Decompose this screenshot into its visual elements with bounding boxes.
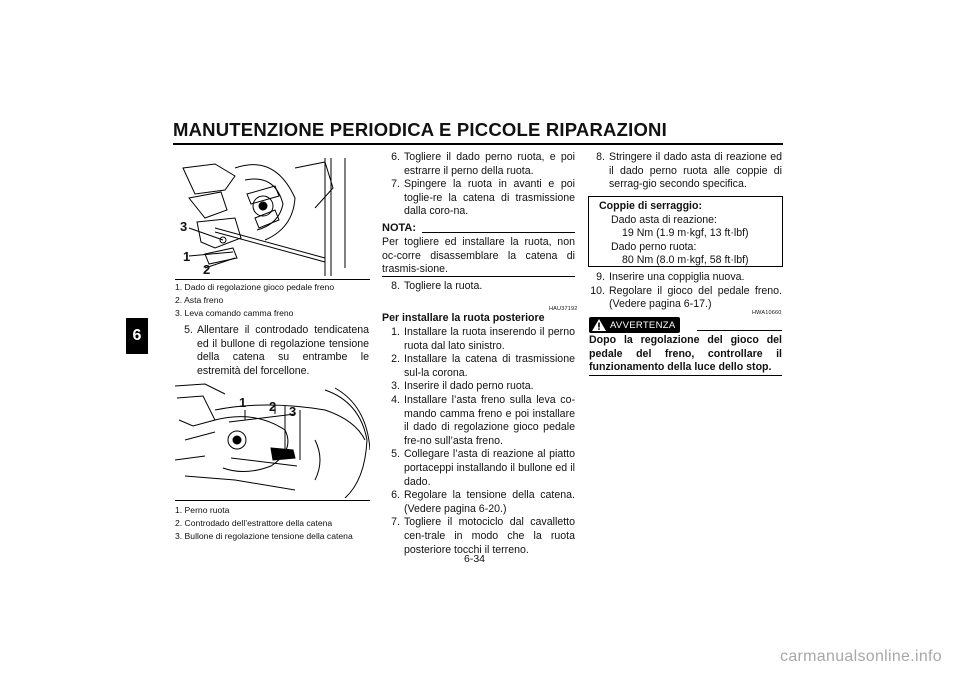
step-item xyxy=(175,324,369,378)
figure2-callout-1: 1 xyxy=(239,395,247,410)
torque-label: Dado asta di reazione: xyxy=(611,213,718,226)
step-item xyxy=(382,353,575,380)
step-item xyxy=(587,271,782,285)
section-code: HAU37192 xyxy=(549,306,578,312)
step-text: Installare la catena di trasmissione sul-la corona. xyxy=(404,353,575,379)
step-text: Allentare il controdado tendicatena ed il bullone di regolazione tensione della catena su entrambe le estremità del forcellone. xyxy=(197,324,369,377)
step-item xyxy=(382,151,575,178)
page-number: 6-34 xyxy=(464,553,486,565)
col3-step8 xyxy=(587,151,782,192)
step-item xyxy=(587,151,782,192)
figure2-caption xyxy=(175,504,375,543)
step-number: 1. xyxy=(391,326,400,338)
step-number: 7. xyxy=(391,516,400,529)
step-number: 5. xyxy=(184,324,193,336)
figure-brake-illustration xyxy=(175,158,370,276)
figure2-callout-3: 3 xyxy=(289,404,297,419)
warning-triangle-icon xyxy=(592,319,606,331)
page-title: MANUTENZIONE PERIODICA E PICCOLE RIPARAZIONI xyxy=(173,119,667,140)
col2-steps-top xyxy=(382,151,575,219)
step-number: 10. xyxy=(590,284,605,297)
step-item xyxy=(382,326,575,353)
step-text: Spingere la ruota in avanti e poi toglie-re la catena di trasmissione dalla coro-na. xyxy=(404,178,575,218)
warning-code: HWA10660 xyxy=(752,310,782,316)
torque-value: 19 Nm (1.9 m·kgf, 13 ft·lbf) xyxy=(622,227,749,240)
step-text: Collegare l’asta di reazione al piatto portaceppi installando il bullone ed il dado. xyxy=(404,448,575,488)
step-number: 3. xyxy=(391,380,400,393)
step-item xyxy=(382,380,575,394)
warning-label: AVVERTENZA xyxy=(610,319,676,331)
step-item xyxy=(382,489,575,516)
brake-rod-drawing xyxy=(175,158,370,276)
step-text: Installare l’asta freno sulla leva co-mando camma freno e poi installare il dado di regolazione gioco pedale fre-no sull’asta freno. xyxy=(404,393,575,447)
step-number: 4. xyxy=(391,393,400,406)
chapter-tab: 6 xyxy=(126,318,148,354)
figure2-callout-2: 2 xyxy=(269,399,277,414)
figure1-caption-item: 2. Asta freno xyxy=(175,295,224,305)
step-text: Stringere il dado asta di reazione ed il dado perno ruota alle coppie di serrag-gio secondo specifica. xyxy=(609,151,782,191)
step-number: 6. xyxy=(391,151,400,163)
figure1-callout-1: 1 xyxy=(183,249,191,264)
step-number: 6. xyxy=(391,489,400,502)
nota-text: Per togliere ed installare la ruota, non oc-corre disassemblare la catena di trasmis-sione. xyxy=(382,236,575,276)
step-number: 8. xyxy=(596,151,605,163)
nota-label: NOTA: xyxy=(382,222,417,234)
figure1-caption xyxy=(175,281,375,320)
step-text: Regolare la tensione della catena. (Vedere pagina 6-20.) xyxy=(404,489,575,515)
step-number: 2. xyxy=(391,353,400,366)
torque-box-title: Coppie di serraggio: xyxy=(599,200,703,212)
step-item xyxy=(382,448,575,489)
step-text: Togliere la ruota. xyxy=(404,280,483,292)
col1-step-list xyxy=(175,324,369,378)
torque-label: Dado perno ruota: xyxy=(611,240,697,253)
step-number: 5. xyxy=(391,448,400,461)
col3-steps-after xyxy=(587,271,782,312)
torque-value: 80 Nm (8.0 m·kgf, 58 ft·lbf) xyxy=(622,254,749,267)
step-text: Installare la ruota inserendo il perno ruota dal lato sinistro. xyxy=(404,326,575,352)
torque-spec-box xyxy=(588,196,783,267)
step-text: Togliere il motociclo dal cavalletto cen-trale in modo che la ruota posteriore tocchi il terreno. xyxy=(404,516,575,556)
figure2-caption-item: 2. Controdado dell’estrattore della catena xyxy=(175,518,333,528)
step-number: 8. xyxy=(391,280,400,292)
warning-rule-bottom xyxy=(589,375,782,376)
figure2-caption-item: 3. Bullone di regolazione tensione della catena xyxy=(175,531,353,541)
step-text: Regolare il gioco del pedale freno. (Vedere pagina 6-17.) xyxy=(609,284,782,311)
step-text: Inserire il dado perno ruota. xyxy=(404,380,534,393)
figure2-caption-item: 1. Perno ruota xyxy=(175,505,230,515)
step-text: Inserire una coppiglia nuova. xyxy=(609,271,745,283)
step-number: 9. xyxy=(596,271,605,283)
col2-step8 xyxy=(382,280,575,294)
warning-badge xyxy=(589,317,680,333)
nota-rule-bottom xyxy=(382,276,575,277)
step-number: 7. xyxy=(391,178,400,191)
section-heading: Per installare la ruota posteriore xyxy=(382,312,545,324)
install-steps-list xyxy=(382,326,575,557)
figure1-callout-2: 2 xyxy=(203,262,211,277)
step-item xyxy=(382,178,575,219)
step-item xyxy=(382,280,575,294)
rear-wheel-drawing xyxy=(175,380,370,498)
figure1-caption-rule xyxy=(175,279,370,280)
warning-text: Dopo la regolazione del gioco del pedale del freno, controllare il funzionamento della luce dello stop. xyxy=(589,334,782,374)
step-item xyxy=(382,394,575,448)
step-item xyxy=(587,285,782,312)
figure-rear-wheel-illustration xyxy=(175,380,370,498)
watermark: carmanualsonline.info xyxy=(780,648,942,665)
step-item xyxy=(382,516,575,557)
figure1-callout-3: 3 xyxy=(180,219,188,234)
figure2-caption-rule xyxy=(175,500,370,501)
nota-rule-top xyxy=(422,232,575,233)
title-rule xyxy=(173,143,783,145)
figure1-caption-item: 3. Leva comando camma freno xyxy=(175,308,294,318)
figure1-caption-item: 1. Dado di regolazione gioco pedale freno xyxy=(175,282,335,292)
step-text: Togliere il dado perno ruota, e poi estrarre il perno della ruota. xyxy=(404,151,575,177)
warning-rule-top xyxy=(697,330,782,331)
